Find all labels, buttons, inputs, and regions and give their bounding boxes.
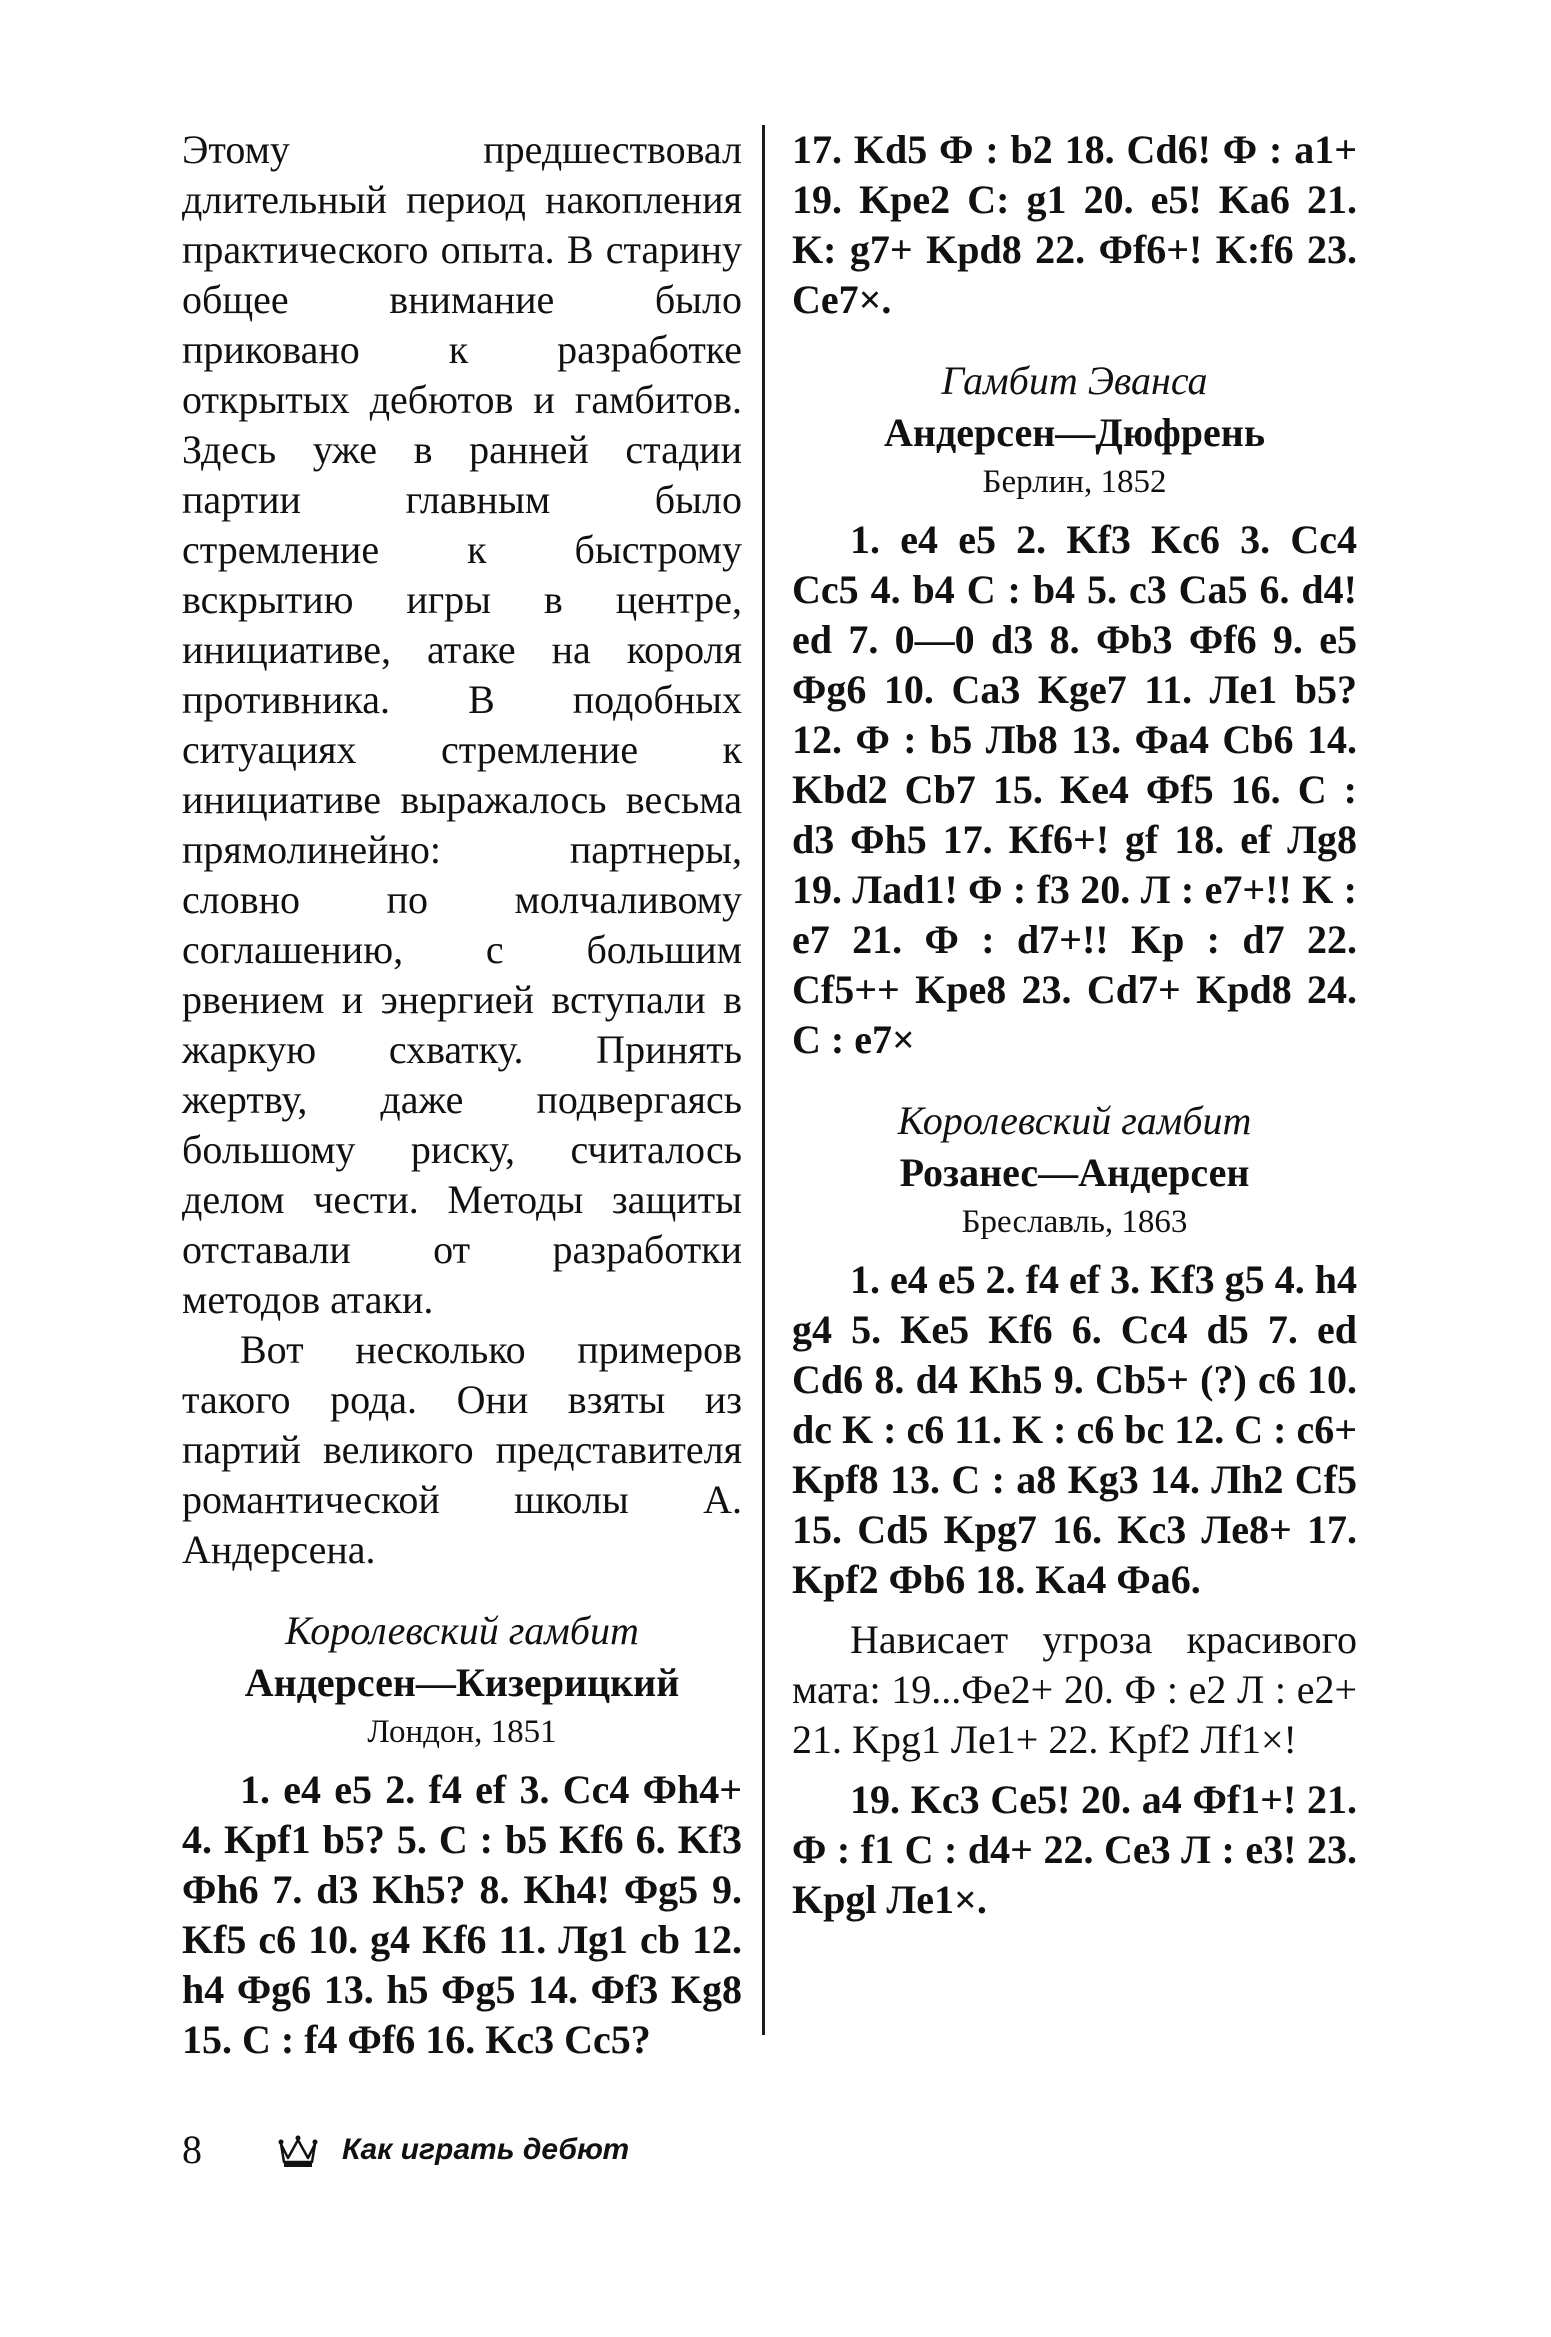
game3-comment: Нависает угроза красивого мата: 19...Фе2+ 20. Ф : e2 Л : e2+ 21. Kpg1 Лe1+ 22. Kpf2 Лf1×! <box>792 1617 1357 1762</box>
right-column <box>792 125 1357 1925</box>
game1-moves: 1. e4 e5 2. f4 ef 3. Cc4 Фh4+ 4. Kpf1 b5? 5. C : b5 Kf6 6. Kf3 Фh6 7. d3 Kh5? 8. Kh4! Фg5 9. Kf5 c6 10. g4 Kf6 11. Лg1 cb 12. h4 Фg6 13. h5 Фg5 14. Фf3 Kg8 15. C : f4 Фf6 16. Kc3 Cc5? <box>182 1767 742 2062</box>
game1-continuation: 17. Kd5 Ф : b2 18. Cd6! Ф : a1+ 19. Kpe2 C: g1 20. e5! Ka6 21. K: g7+ Kpd8 22. Фf6+! K:f6 23. Ce7×. <box>792 127 1357 322</box>
page-number: 8 <box>182 2127 202 2172</box>
game2-opening: Гамбит Эванса <box>941 358 1208 403</box>
game3-opening: Королевский гамбит <box>897 1098 1252 1143</box>
game2-moves: 1. e4 e5 2. Kf3 Kc6 3. Cc4 Cc5 4. b4 C : b4 5. c3 Ca5 6. d4! ed 7. 0—0 d3 8. Фb3 Фf6 9. e5 Фg6 10. Ca3 Kge7 11. Лe1 b5? 12. Ф : b5 Лb8 13. Фa4 Cb6 14. Kbd2 Cb7 15. Ke4 Фf5 16. C : d3 Фh5 17. Kf6+! gf 18. ef Лg8 19. Лad1! Ф : f3 20. Л : e7+!! K : e7 21. Ф : d7+!! Kp : d7 22. Cf5++ Kpe8 23. Cd7+ Kpd8 24. C : e7× <box>792 517 1357 1062</box>
crown-icon <box>277 2132 319 2170</box>
examples-paragraph: Вот несколько примеров такого рода. Они взяты из партий великого представителя романтической школы А. Андерсена. <box>182 1327 742 1572</box>
column-divider <box>762 125 765 2035</box>
game3-final-moves: 19. Kc3 Ce5! 20. a4 Фf1+! 21. Ф : f1 C : d4+ 22. Ce3 Л : e3! 23. Kpgl Лe1×. <box>792 1777 1357 1922</box>
game2-players: Андерсен—Дюфрень <box>884 410 1265 455</box>
game3-players: Розанес—Андерсен <box>899 1150 1250 1195</box>
book-title: Как играть дебют <box>342 2133 630 2166</box>
page-footer <box>182 2120 882 2180</box>
game2-place: Берлин, 1852 <box>982 464 1167 500</box>
game3-moves: 1. e4 e5 2. f4 ef 3. Kf3 g5 4. h4 g4 5. Ke5 Kf6 6. Cc4 d5 7. ed Cd6 8. d4 Kh5 9. Cb5+ (?) c6 10. dc K : c6 11. K : c6 bc 12. C : c6+ Kpf8 13. C : a8 Kg3 14. Лh2 Cf5 15. Cd5 Kpg7 16. Kc3 Лe8+ 17. Kpf2 Фb6 18. Ka4 Фa6. <box>792 1257 1357 1602</box>
game3-place: Бреславль, 1863 <box>961 1204 1188 1240</box>
game1-place: Лондон, 1851 <box>367 1714 557 1750</box>
left-column <box>182 125 742 2065</box>
game1-opening: Королевский гамбит <box>285 1608 639 1653</box>
intro-paragraph: Этому предшествовал длительный период накопления практического опыта. В старину общее внимание было приковано к разработке открытых дебютов и гамбитов. Здесь уже в ранней стадии партии главным было стремление к быстрому вскрытию игры в центре, инициативе, атаке на короля противника. В подобных ситуациях стремление к инициативе выражалось весьма прямолинейно: партнеры, словно по молчаливому соглашению, с большим рвением и энергией вступали в жаркую схватку. Принять жертву, даже подвергаясь большому риску, считалось делом чести. Методы защиты отставали от разработки методов атаки. <box>182 127 742 1322</box>
game1-players: Андерсен—Кизерицкий <box>244 1660 680 1705</box>
